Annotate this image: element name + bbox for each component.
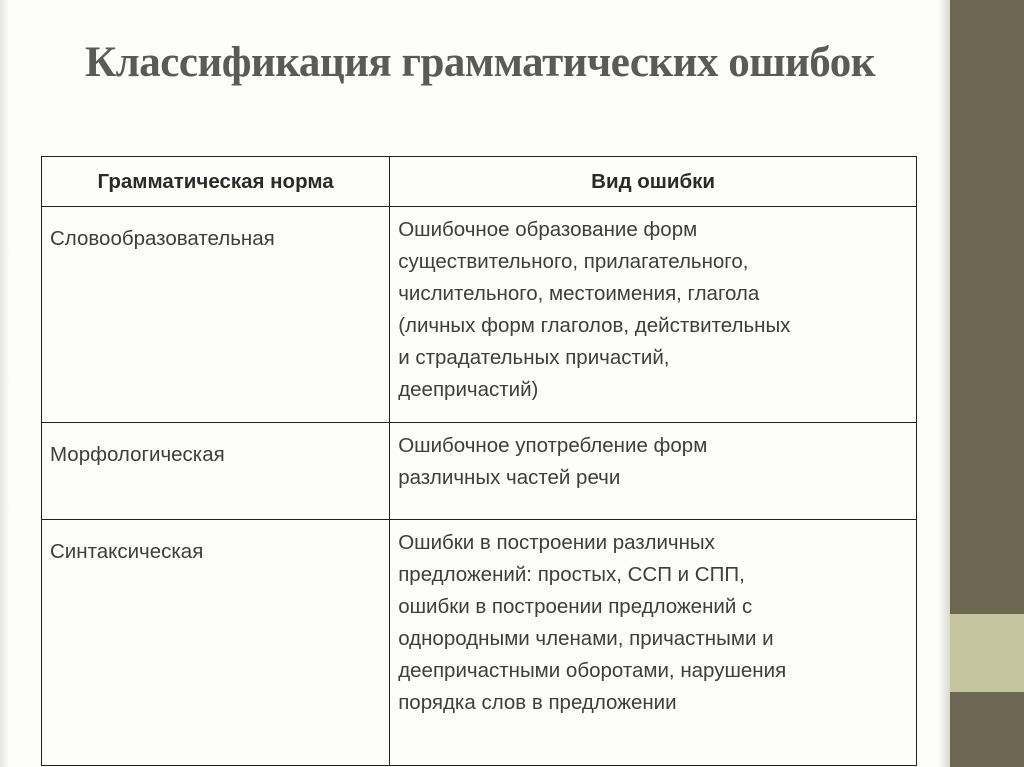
sidebar-panel-top — [950, 0, 1024, 614]
sidebar-shadow — [938, 0, 950, 767]
classification-table — [41, 156, 917, 766]
norm-cell: Словообразовательная — [42, 207, 390, 423]
norm-cell: Морфологическая — [42, 423, 390, 520]
sidebar-panel-bottom — [950, 692, 1024, 767]
table-row — [42, 207, 917, 423]
table-header-row — [42, 157, 917, 207]
table-row — [42, 520, 917, 766]
slide-edge-shadow — [0, 0, 10, 767]
norm-cell: Синтаксическая — [42, 520, 390, 766]
header-grammatical-norm: Грамматическая норма — [42, 157, 390, 207]
error-type-cell: Ошибочное употребление форм различных частей речи — [390, 423, 917, 520]
sidebar-accent-block — [950, 614, 1024, 692]
header-error-type: Вид ошибки — [390, 157, 917, 207]
slide-title: Классификация грамматических ошибок — [84, 39, 875, 86]
error-type-cell: Ошибочное образование форм существительного, прилагательного, числительного, местоимения, глагола (личных форм глаголов, действительных и страдательных причастий, деепричастий) — [390, 207, 917, 423]
table-row — [42, 423, 917, 520]
error-type-cell: Ошибки в построении различных предложений: простых, ССП и СПП, ошибки в построении предложений с однородными членами, причастными и деепричастными оборотами, нарушения порядка слов в предложении — [390, 520, 917, 766]
